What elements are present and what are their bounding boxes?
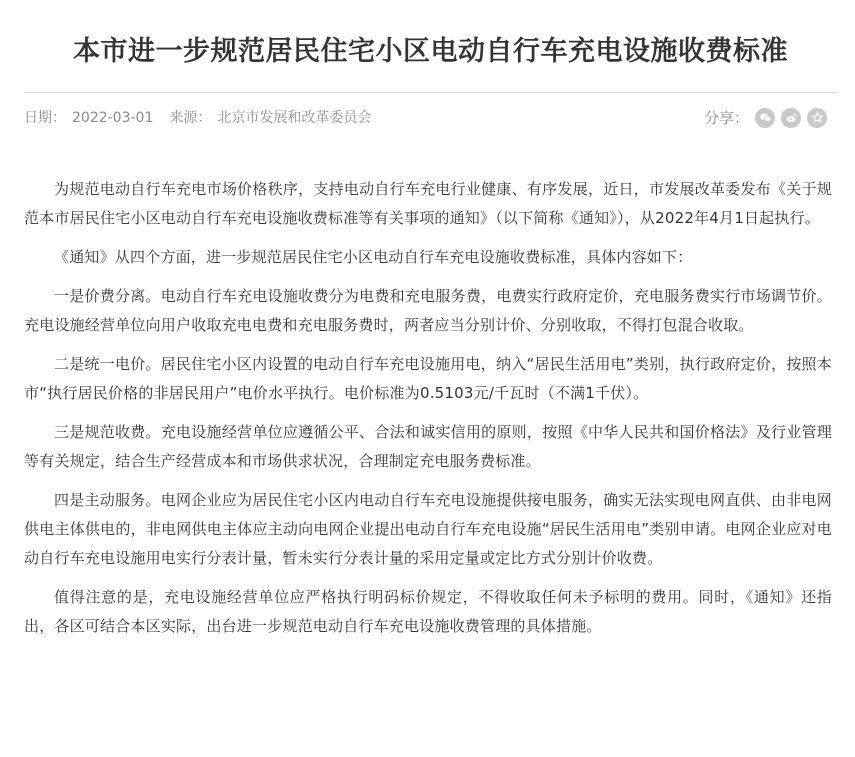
date-label: 日期： xyxy=(24,110,66,126)
paragraph-overview: 《通知》从四个方面，进一步规范居民住宅小区电动自行车充电设施收费标准，具体内容如下： xyxy=(54,248,693,266)
title-divider xyxy=(24,92,838,93)
paragraph-point-2: 二是统一电价。居民住宅小区内设置的电动自行车充电设施用电，纳入“居民生活用电”类别，执行政府定价，按照本市“执行居民价格的非居民用户”电价水平执行。电价标准为0.5103元/千瓦时（不满1千伏）。 xyxy=(24,355,832,402)
article-body xyxy=(24,175,832,641)
paragraph-point-3: 三是规范收费。充电设施经营单位应遵循公平、合法和诚实信用的原则，按照《中华人民共和国价格法》及行业管理等有关规定，结合生产经营成本和市场供求状况，合理制定充电服务费标准。 xyxy=(24,423,832,470)
source-label: 来源： xyxy=(169,110,212,126)
paragraph-point-4: 四是主动服务。电网企业应为居民住宅小区内电动自行车充电设施提供接电服务，确实无法实现电网直供、由非电网供电主体供电的，非电网供电主体应主动向电网企业提出电动自行车充电设施“居民生活用电”类别申请。电网企业应对电动自行车充电设施用电实行分表计量，暂未实行分表计量的采用定量或定比方式分别计价收费。 xyxy=(24,491,832,567)
share-bar xyxy=(704,107,827,128)
article-meta xyxy=(24,107,837,147)
paragraph-point-1: 一是价费分离。电动自行车充电设施收费分为电费和充电服务费，电费实行政府定价，充电服务费实行市场调节价。充电设施经营单位向用户收取充电电费和充电服务费时，两者应当分别计价、分别收取，不得打包混合收取。 xyxy=(24,287,832,334)
wechat-icon[interactable] xyxy=(755,108,775,128)
publish-date: 2022-03-01 xyxy=(72,110,154,126)
paragraph-intro: 为规范电动自行车充电市场价格秩序，支持电动自行车充电行业健康、有序发展，近日，市发展改革委发布《关于规范本市居民住宅小区电动自行车充电设施收费标准等有关事项的通知》（以下简称《通知》），从2022年4月1日起执行。 xyxy=(24,180,832,227)
page-title: 本市进一步规范居民住宅小区电动自行车充电设施收费标准 xyxy=(73,36,788,67)
weibo-icon[interactable] xyxy=(781,108,801,128)
paragraph-conclusion: 值得注意的是，充电设施经营单位应严格执行明码标价规定，不得收取任何未予标明的费用。同时，《通知》还指出，各区可结合本区实际，出台进一步规范电动自行车充电设施收费管理的具体措施。 xyxy=(24,588,832,635)
meta-info xyxy=(24,107,377,127)
share-label: 分享： xyxy=(703,109,749,127)
star-icon[interactable] xyxy=(807,108,827,128)
source-name: 北京市发展和改革委员会 xyxy=(217,110,372,126)
